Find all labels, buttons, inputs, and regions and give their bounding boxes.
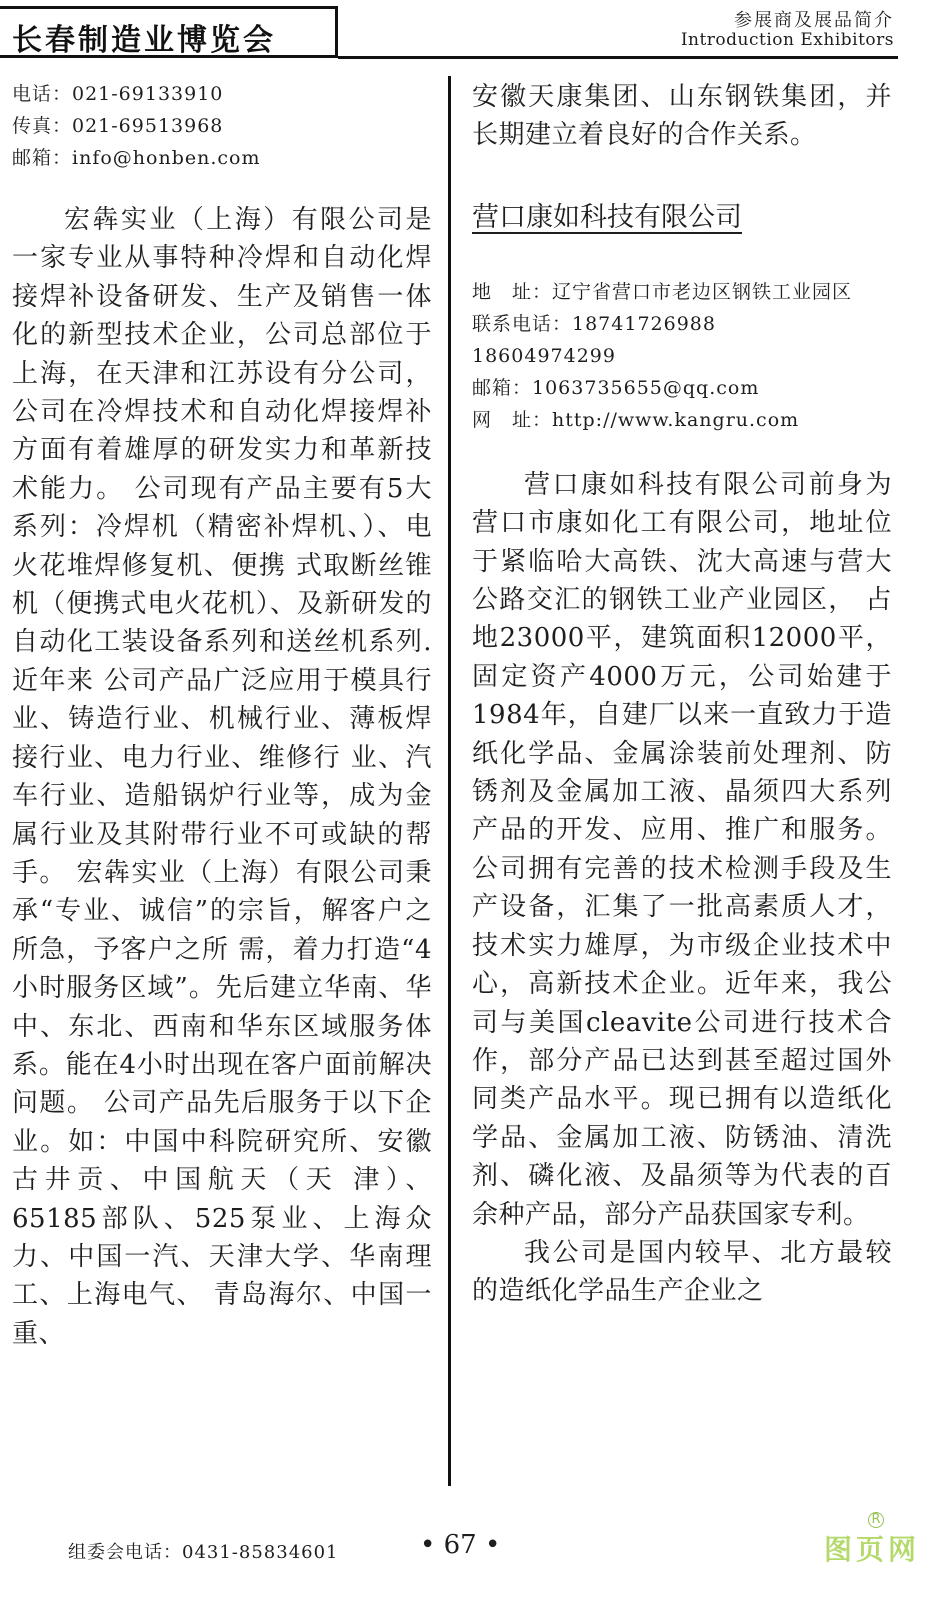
company-description: 营口康如科技有限公司前身为营口市康如化工有限公司，地址位于紧临哈大高铁、沈大高速与营大公路交汇的钢铁工业产业园区， 占地23000平，建筑面积12000平，固定资产4000万元，公司始建于1984年，自建厂以来一直致力于造纸化学品、金属涂装前处理剂、防锈剂及金属加工液、晶须四大系列产品的开发、应用、推广和服务。公司拥有完善的技术检测手段及生产设备，汇集了一批高素质人才，技术实力雄厚，为市级企业技术中心，高新技术企业。近年来，我公司与美国cleavite公司进行技术合作，部分产品已达到甚至超过国外同类产品水平。现已拥有以造纸化学品、金属加工液、防锈油、清洗剂、磷化液、及晶须等为代表的百余种产品，部分产品获国家专利。 [472,469,892,1230]
section-title-cn: 参展商及展品简介 [734,10,894,31]
organizing-committee-phone: 组委会电话：0431-85834601 [68,1542,339,1563]
page-number: • 67 • [420,1530,501,1560]
continued-text: 安徽天康集团、山东钢铁集团，并长期建立着良好的合作关系。 [472,82,892,151]
watermark-logo: 图页网 [823,1533,920,1566]
contact-phone: 联系电话：18741726988 [472,312,716,335]
header-rule [338,56,898,59]
registered-icon: R [868,1512,884,1528]
contact-address: 地 址：辽宁省营口市老边区钢铁工业园区 [472,280,853,303]
contact-phone: 电话：021-69133910 [12,83,224,105]
publication-title: 长春制造业博览会 [12,23,276,58]
left-column [12,78,432,1353]
publication-title-box [0,6,338,58]
company-description-2: 我公司是国内较早、北方最较的造纸化学品生产企业之 [472,1237,892,1307]
contact-website: 网 址：http://www.kangru.com [472,408,800,431]
right-column [472,78,892,1311]
contact-email: 邮箱：info@honben.com [12,147,261,169]
contact-email: 邮箱：1063735655@qq.com [472,376,760,399]
contact-phone-2: 18604974299 [472,344,616,367]
page-header [0,0,942,66]
company-description: 宏犇实业（上海）有限公司是一家专业从事特种冷焊和自动化焊接焊补设备研发、生产及销售一体化的新型技术企业，公司总部位于上海，在天津和江苏设有分公司，公司在冷焊技术和自动化焊接焊补方面有着雄厚的研发实力和革新技术能力。 公司现有产品主要有5大系列：冷焊机（精密补焊机、）、电火花堆焊修复机、便携 式取断丝锥机（便携式电火花机）、及新研发的自动化工装设备系列和送丝机系列.近年来 公司产品广泛应用于模具行业、铸造行业、机械行业、薄板焊接行业、电力行业、维修行 业、汽车行业、造船锅炉行业等，成为金属行业及其附带行业不可或缺的帮手。 宏犇实业（上海）有限公司秉承“专业、诚信”的宗旨，解客户之所急，予客户之所 需，着力打造“4小时服务区域”。先后建立华南、华中、东北、西南和华东区域服务体 系。能在4小时出现在客户面前解决问题。 公司产品先后服务于以下企业。如：中国中科院研究所、安徽古井贡、中国航天（天 津）、65185部队、525泵业、上海众力、中国一汽、天津大学、华南理工、上海电气、 青岛海尔、中国一重、 [12,205,432,1349]
section-title-en: Introduction Exhibitors [680,30,894,50]
contact-fax: 传真：021-69513968 [12,115,224,137]
company-name-heading: 营口康如科技有限公司 [472,201,742,233]
column-divider [448,76,451,1486]
